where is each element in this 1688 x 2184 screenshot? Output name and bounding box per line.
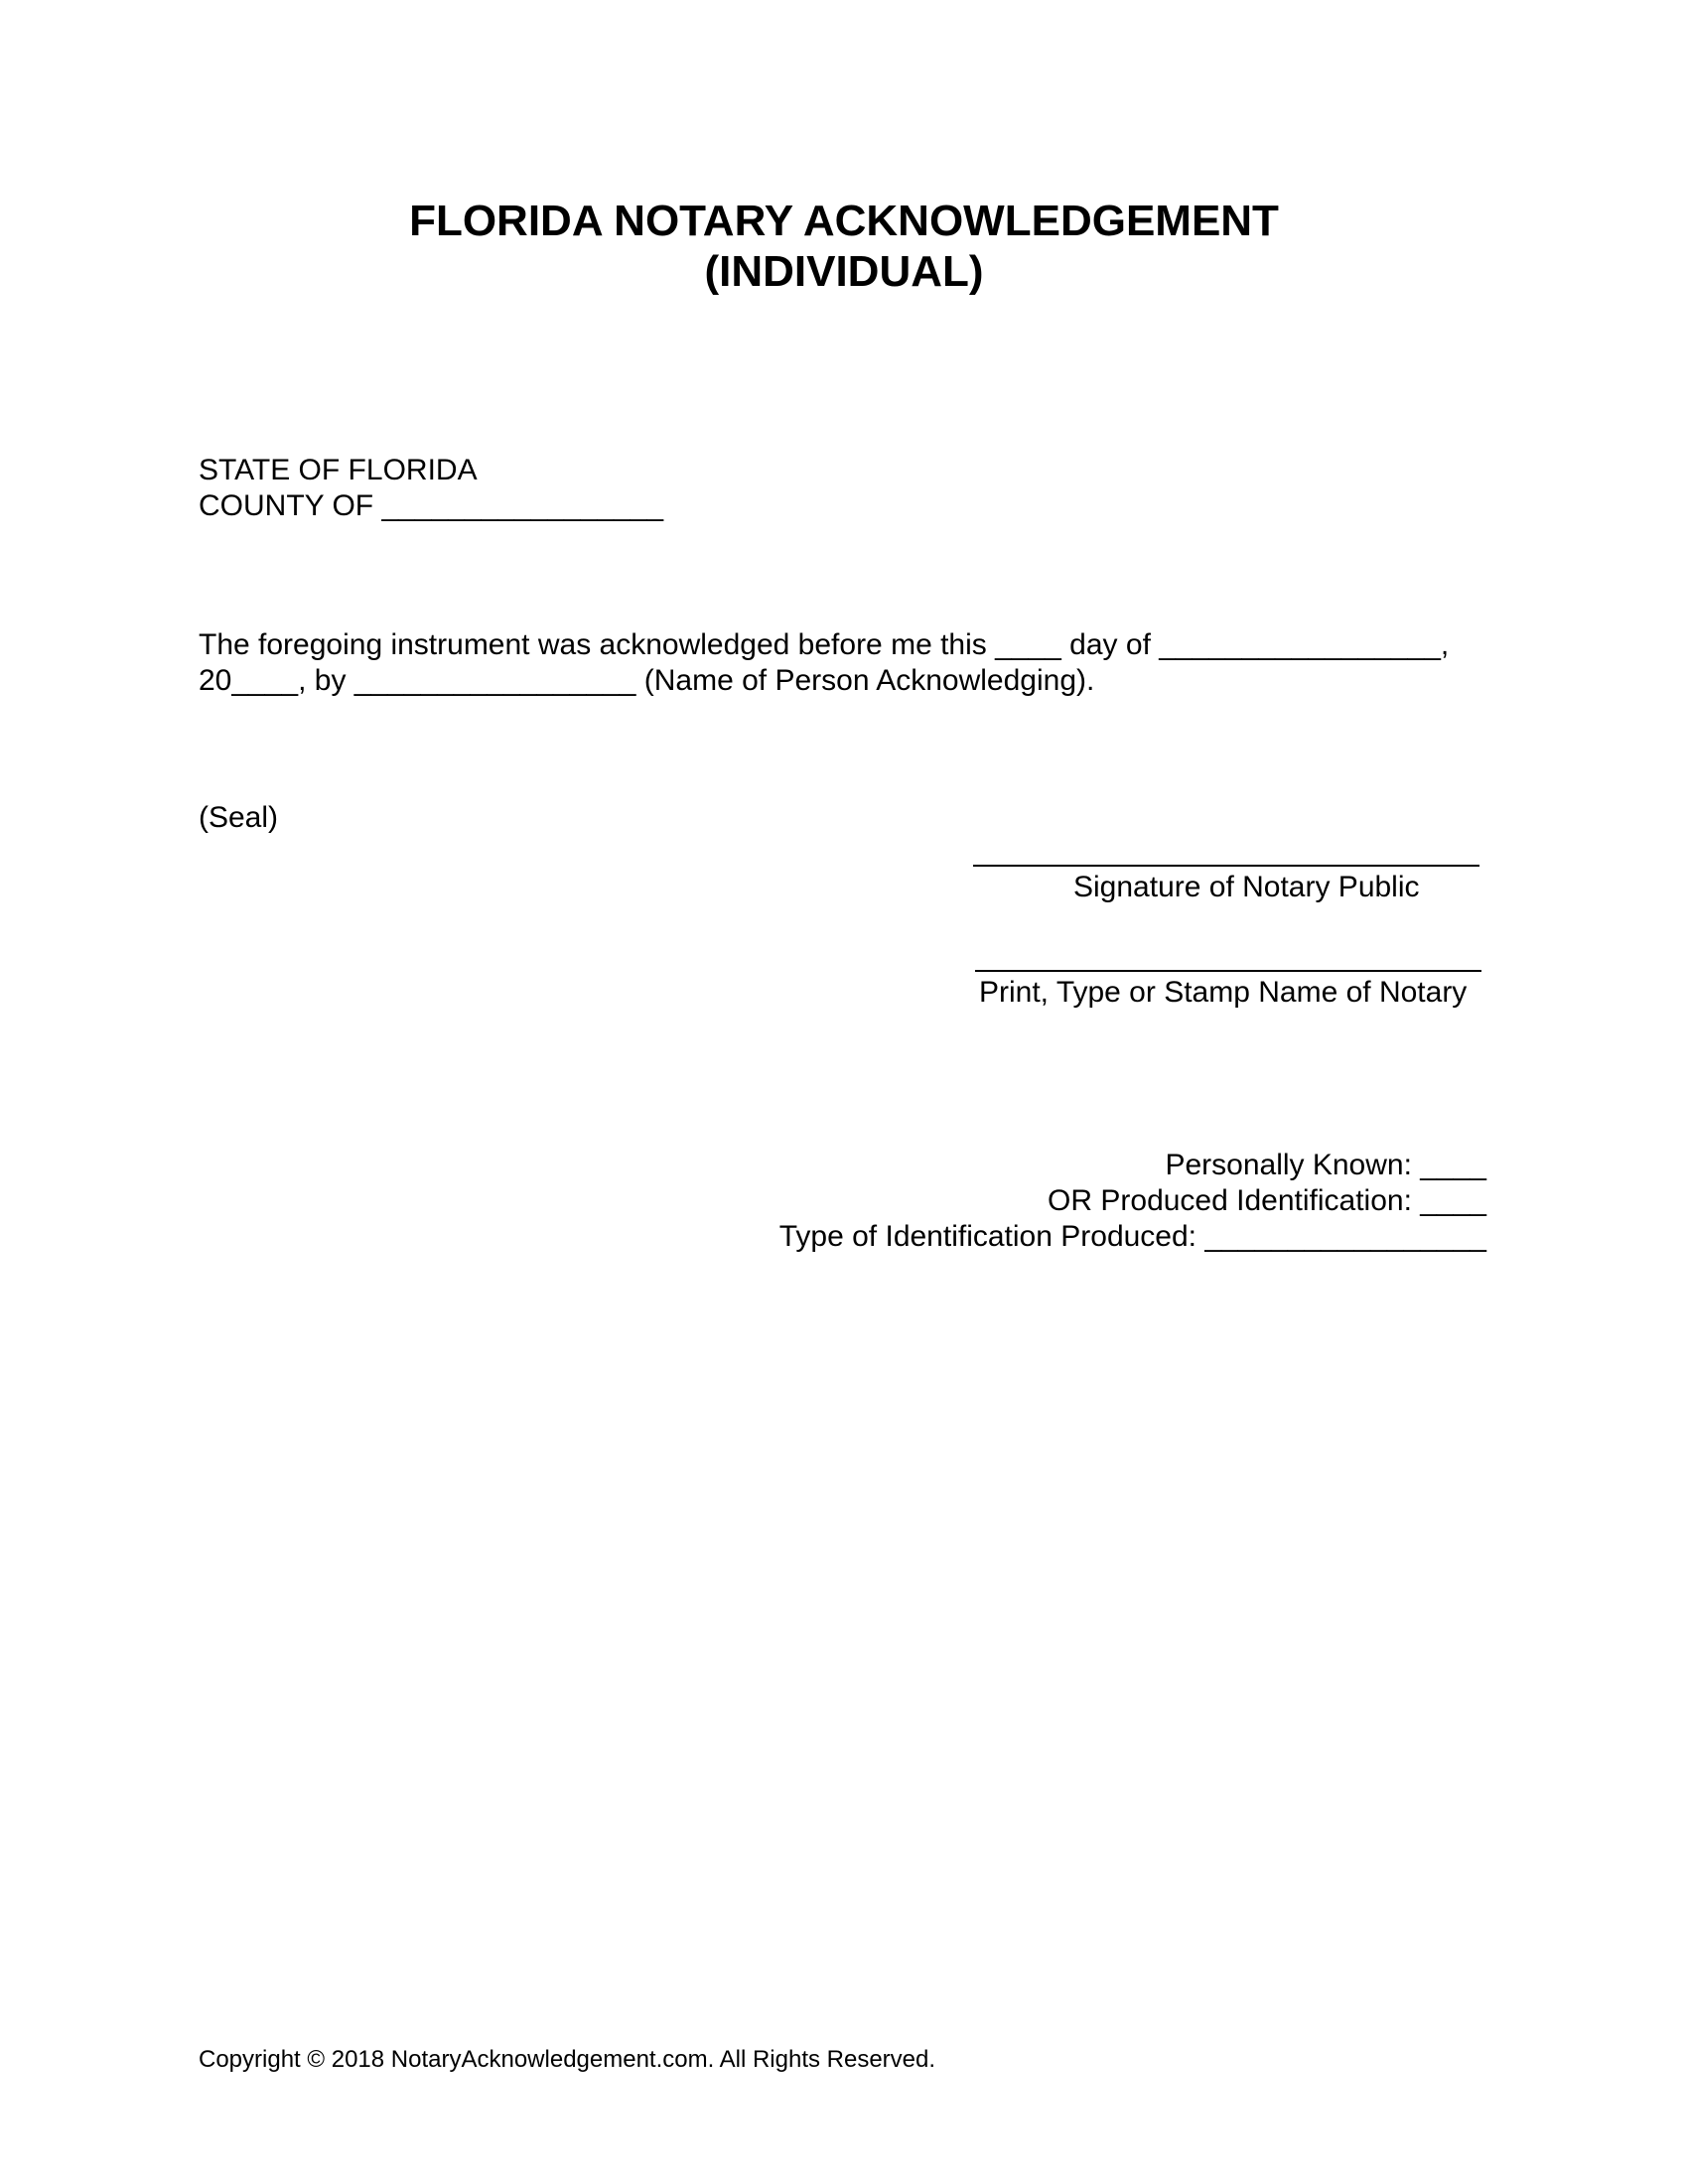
signature-line <box>973 865 1479 867</box>
state-line: STATE OF FLORIDA <box>199 454 478 486</box>
id-type-line: Type of Identification Produced: _________________ <box>778 1220 1486 1253</box>
document-title: FLORIDA NOTARY ACKNOWLEDGEMENT <box>409 197 1279 245</box>
copyright-footer: Copyright © 2018 NotaryAcknowledgement.com. All Rights Reserved. <box>199 2046 936 2073</box>
acknowledgment-line-1: The foregoing instrument was acknowledged before me this ____ day of _________________, <box>199 628 1450 661</box>
print-name-label: Print, Type or Stamp Name of Notary <box>979 976 1468 1009</box>
personally-known-line: Personally Known: ____ <box>1165 1149 1486 1181</box>
document-subtitle: (INDIVIDUAL) <box>704 247 984 296</box>
seal-label: (Seal) <box>199 801 279 834</box>
county-line: COUNTY OF _________________ <box>199 489 664 522</box>
print-name-line <box>975 970 1481 972</box>
produced-id-line: OR Produced Identification: ____ <box>1048 1184 1486 1217</box>
signature-label: Signature of Notary Public <box>1073 871 1420 903</box>
acknowledgment-line-2: 20____, by _________________ (Name of Person Acknowledging). <box>199 664 1095 697</box>
